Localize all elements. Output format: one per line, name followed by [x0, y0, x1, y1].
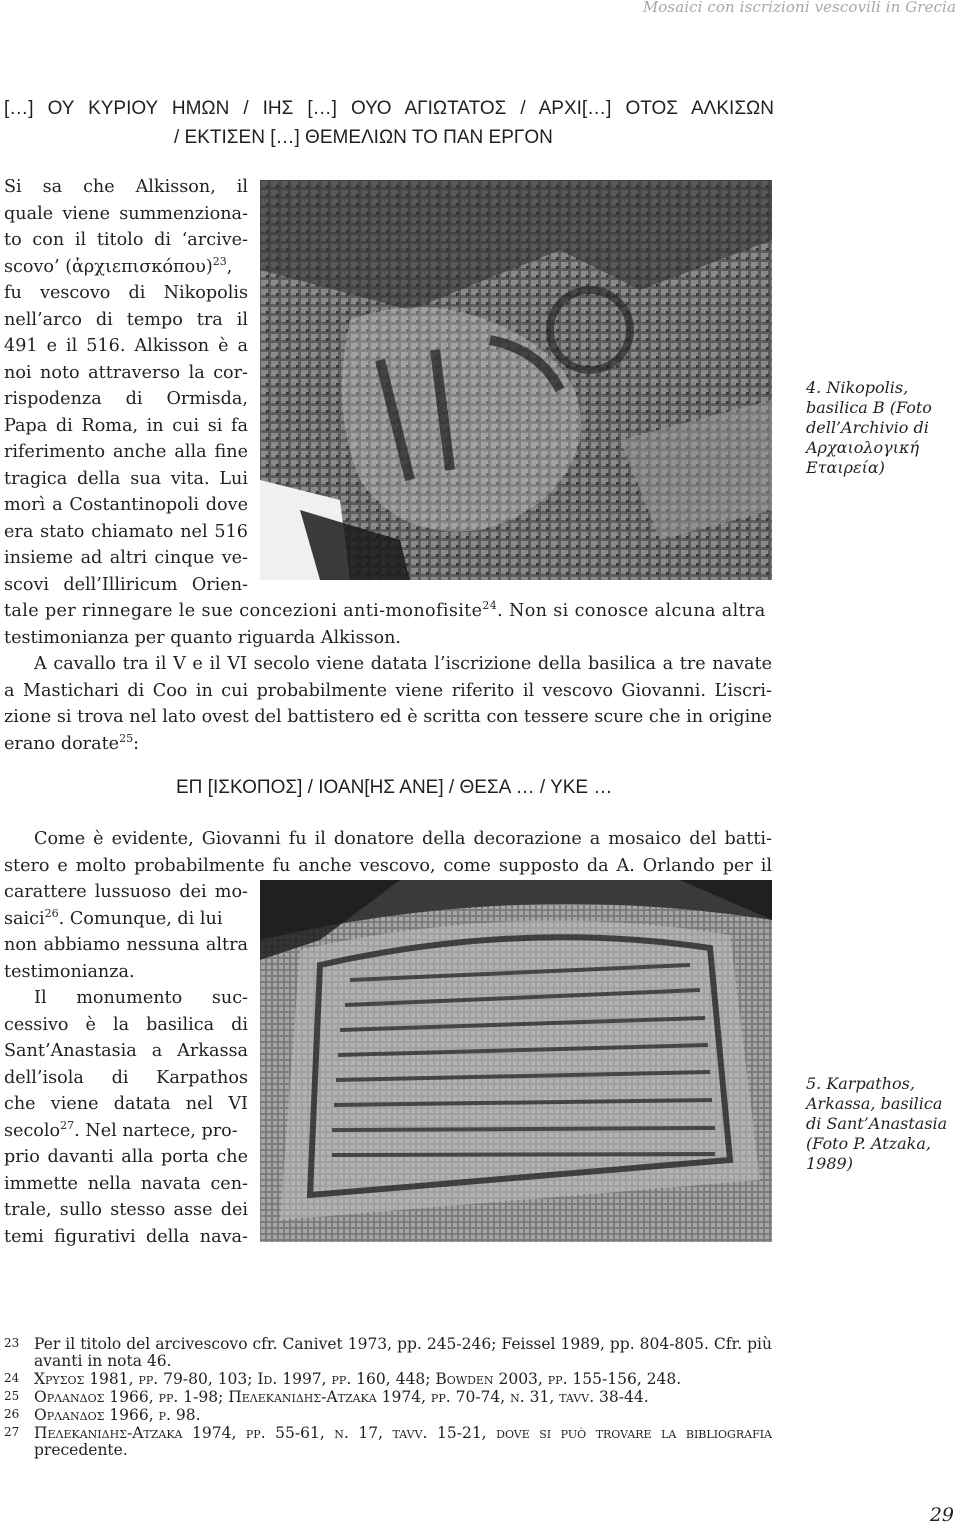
text-line: carattere lussuoso dei mo- [4, 882, 248, 902]
footnote-text: Πελεκανιδης-Ατzακα 1974, pp. 55-61, n. 17, tavv. 15-21, dove si può trovare la bibliografia [34, 1424, 772, 1442]
inscription-nikopolis [4, 94, 774, 152]
figure-5-caption [806, 1074, 947, 1174]
footnote-23 [4, 1336, 772, 1370]
text-line: rispodenza di Ormisda, [4, 389, 248, 409]
caption-line: dell’Archivio di [806, 418, 929, 437]
caption-line: di Sant’Anastasia [806, 1114, 948, 1133]
text-line: dell’isola di Karpathos [4, 1067, 248, 1088]
footnote-number: 26 [4, 1407, 20, 1421]
footnote-ref-27[interactable]: 27 [60, 1118, 75, 1132]
text-line: Come è evidente, Giovanni fu il donatore della decorazione a mosaico del batti- [34, 829, 772, 849]
text-line: cessivo è la basilica di [4, 1014, 248, 1035]
caption-line: 4. Nikopolis, [806, 378, 909, 397]
text-line: A cavallo tra il V e il VI secolo viene datata l’iscrizione della basilica a tre navate [34, 654, 772, 674]
caption-line: Αρχαιολογική [806, 438, 920, 457]
text-line: noi noto attraverso la cor- [4, 362, 248, 383]
figure-4-caption [806, 378, 932, 478]
footnote-ref-23[interactable]: 23 [212, 254, 227, 268]
text-line: 491 e il 516. Alkisson è a [4, 336, 248, 356]
text-line: saici$^{26}$. Comunque, di lui [4, 906, 223, 929]
footnote-number: 27 [4, 1425, 20, 1439]
text-line: Sant’Anastasia a Arkassa [4, 1041, 248, 1061]
caption-line: 5. Karpathos, [806, 1074, 915, 1093]
text-line: to con il titolo di ‘arcive- [4, 230, 248, 250]
figure-4-photo [260, 180, 772, 580]
footnote-text: Χρυσος 1981, pp. 79-80, 103; Id. 1997, pp. 160, 448; Bowden 2003, pp. 155-156, 248. [34, 1370, 682, 1388]
text-line: Il monumento suc- [34, 988, 248, 1008]
caption-line: Arkassa, basilica [806, 1094, 943, 1113]
mosaic-nikopolis-image [260, 180, 772, 580]
text-line: scovo’ (ἀρχιεπισκόπου)$^{23}$, [4, 254, 233, 277]
footnote-number: 25 [4, 1389, 20, 1403]
text-line: Si sa che Alkisson, il [4, 177, 248, 197]
text-line: tale per rinnegare le sue concezioni anti-monofisite$^{24}$. Non si conosce alcuna altra [4, 599, 766, 621]
page-number: 29 [929, 1504, 954, 1526]
footnote-ref-24[interactable]: 24 [482, 599, 498, 613]
text-line: morì a Costantinopoli dove [4, 495, 248, 515]
text-line: riferimento anche alla fine [4, 442, 248, 462]
paragraph-giovanni [4, 826, 772, 879]
caption-line: basilica B (Foto [806, 398, 932, 417]
text-line: insieme ad altri cinque ve- [4, 548, 248, 568]
text-line: prio davanti alla porta che [4, 1147, 248, 1167]
text-line: stero e molto probabilmente fu anche vescovo, come supposto da A. Orlando per il [4, 855, 772, 876]
inscription-mastichari: ΕΠ [ΙΣΚΟΠΟΣ] / ΙΟΑΝ[ΗΣ ΑΝΕ] / ΘΕΣΑ … / ΥΚΕ … [176, 777, 613, 798]
footnote-25 [4, 1389, 772, 1406]
footnote-number: 23 [4, 1336, 20, 1350]
text-line: trale, sullo stesso asse dei [4, 1200, 248, 1220]
footnote-text: Ορλανδος 1966, p. 98. [34, 1406, 201, 1424]
footnote-24 [4, 1371, 772, 1388]
footnote-text: avanti in nota 46. [34, 1352, 172, 1370]
footnote-ref-26[interactable]: 26 [44, 906, 59, 920]
text-line: era stato chiamato nel 516 [4, 521, 248, 542]
paragraph-alkisson [4, 174, 248, 598]
paragraph-continuation [4, 598, 772, 757]
figure-5-photo [260, 880, 772, 1242]
text-line: testimonianza per quanto riguarda Alkisson. [4, 627, 402, 648]
text-line: fu vescovo di Nikopolis [4, 283, 248, 303]
caption-line: (Foto P. Atzaka, [806, 1134, 931, 1153]
footnotes [4, 1336, 772, 1459]
mosaic-karpathos-image [260, 880, 772, 1242]
text-line: non abbiamo nessuna altra [4, 935, 248, 955]
footnote-26 [4, 1407, 772, 1424]
paragraph-karpathos [4, 879, 248, 1250]
footnote-text: Per il titolo del arcivescovo cfr. Canivet 1973, pp. 245-246; Feissel 1989, pp. 804-805. Cfr. più [34, 1335, 772, 1353]
text-line: testimonianza. [4, 961, 135, 982]
text-line: tragica della sua vita. Lui [4, 468, 248, 489]
text-line: nell’arco di tempo tra il [4, 309, 248, 330]
text-line: quale viene summenziona- [4, 203, 248, 224]
caption-line: 1989) [806, 1154, 853, 1173]
footnote-text: precedente. [34, 1441, 128, 1459]
text-line: che viene datata nel VI [4, 1094, 248, 1114]
footnote-27 [4, 1425, 772, 1459]
caption-line: Εταιρεία) [806, 458, 885, 477]
inscription-line-1: […] ΟΥ ΚΥΡΙΟΥ ΗΜΩΝ / ΙΗΣ […] ΟΥΟ ΑΓΙΩΤΑΤΟΣ / ΑΡΧΙ[…] ΟΤΟΣ ΑΛΚΙΣΩΝ [4, 98, 774, 119]
text-line: temi figurativi della nava- [4, 1226, 248, 1247]
text-line: a Mastichari di Coo in cui probabilmente viene riferito il vescovo Giovanni. L’iscri- [4, 680, 772, 701]
text-line: scovi dell’Illiricum Orien- [4, 574, 248, 595]
text-line: immette nella navata cen- [4, 1173, 248, 1194]
text-line: Papa di Roma, in cui si fa [4, 415, 248, 436]
footnote-ref-25[interactable]: 25 [119, 731, 134, 745]
footnote-text: Ορλανδος 1966, pp. 1-98; Πελεκανιδης-Ατzακα 1974, pp. 70-74, n. 31, tavv. 38-44. [34, 1388, 649, 1406]
text-line: zione si trova nel lato ovest del battistero ed è scritta con tessere scure che in origine [4, 707, 772, 727]
footnote-number: 24 [4, 1371, 20, 1385]
text-line: erano dorate$^{25}$: [4, 731, 140, 754]
running-header: Mosaici con iscrizioni vescovili in Grecia [642, 0, 956, 16]
inscription-line-2: / ΕΚΤΙΣΕΝ […] ΘΕΜΕΛΙΩΝ ΤΟ ΠΑΝ ΕΡΓΟΝ [174, 127, 553, 148]
text-line: secolo$^{27}$. Nel nartece, pro- [4, 1118, 238, 1141]
